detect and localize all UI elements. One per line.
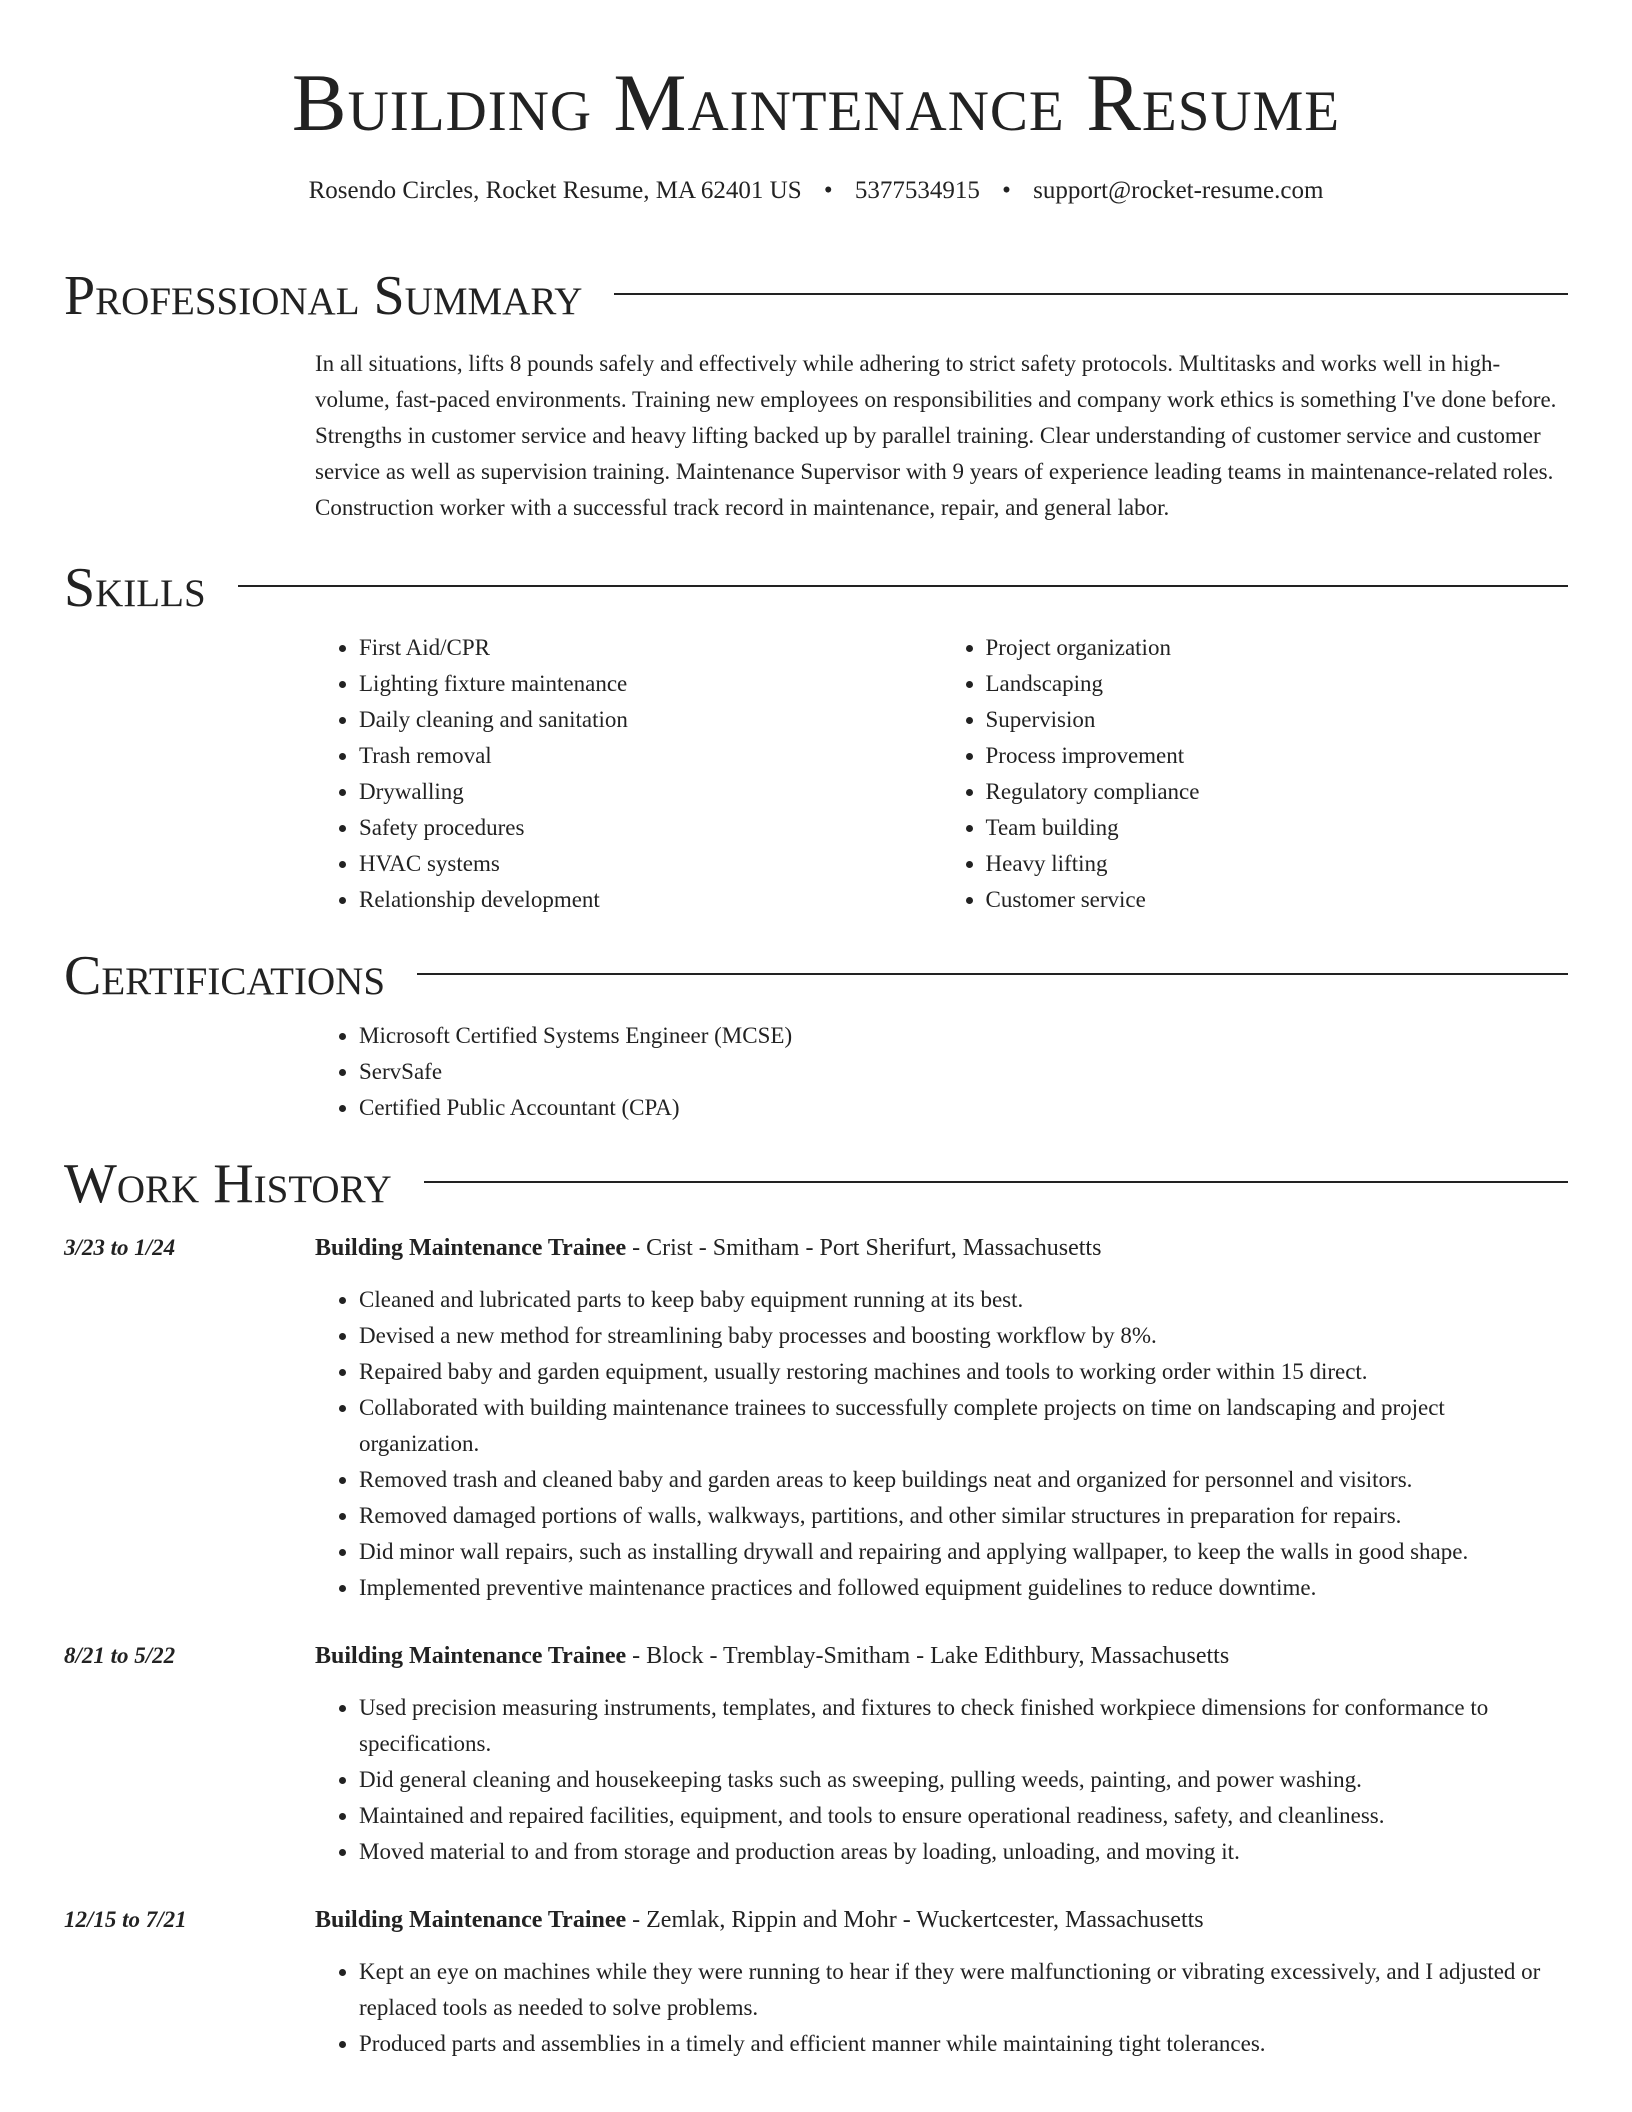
job-entry bbox=[64, 1230, 1568, 1606]
job-heading bbox=[315, 1638, 1568, 1674]
list-item: • Heavy lifting bbox=[986, 846, 1569, 882]
list-item: • Moved material to and from storage and production areas by loading, unloading, and moving it. bbox=[359, 1834, 1568, 1870]
list-item: • Did general cleaning and housekeeping tasks such as sweeping, pulling weeds, painting, and power washing. bbox=[359, 1762, 1568, 1798]
list-item: • Maintained and repaired facilities, equipment, and tools to ensure operational readiness, safety, and cleanliness. bbox=[359, 1798, 1568, 1834]
list-item: • Safety procedures bbox=[359, 810, 942, 846]
list-item: • Lighting fixture maintenance bbox=[359, 666, 942, 702]
list-item: • ServSafe bbox=[359, 1054, 1568, 1090]
list-item: • Customer service bbox=[986, 882, 1569, 918]
job-entry bbox=[64, 1638, 1568, 1870]
list-item: • Regulatory compliance bbox=[986, 774, 1569, 810]
skills-right-column bbox=[942, 630, 1569, 918]
list-item: • Removed damaged portions of walls, walkways, partitions, and other similar structures in preparation for repairs. bbox=[359, 1498, 1568, 1534]
address: Rosendo Circles, Rocket Resume, MA 62401 US bbox=[308, 177, 802, 204]
certifications-list bbox=[315, 1018, 1568, 1126]
list-item: • Devised a new method for streamlining baby processes and boosting workflow by 8%. bbox=[359, 1318, 1568, 1354]
list-item: • Process improvement bbox=[986, 738, 1569, 774]
skills-list bbox=[315, 630, 1568, 918]
phone: 5377534915 bbox=[854, 177, 980, 204]
summary-section-header bbox=[64, 264, 1568, 328]
list-item: • Produced parts and assemblies in a timely and efficient manner while maintaining tight tolerances. bbox=[359, 2026, 1568, 2062]
email: support@rocket-resume.com bbox=[1033, 177, 1324, 204]
contact-line bbox=[64, 176, 1568, 206]
job-company: - Zemlak, Rippin and Mohr - Wuckertcester, Massachusetts bbox=[626, 1907, 1204, 1933]
summary-title: Professional Summary bbox=[64, 265, 583, 327]
skills-section-header bbox=[64, 556, 1568, 620]
certifications-title: Certifications bbox=[64, 945, 386, 1007]
list-item: • Repaired baby and garden equipment, usually restoring machines and tools to working order within 15 direct. bbox=[359, 1354, 1568, 1390]
section-divider bbox=[614, 293, 1568, 295]
list-item: • Trash removal bbox=[359, 738, 942, 774]
work-section-header bbox=[64, 1152, 1568, 1216]
list-item: • Project organization bbox=[986, 630, 1569, 666]
job-date: 12/15 to 7/21 bbox=[64, 1907, 187, 1932]
job-date: 3/23 to 1/24 bbox=[64, 1235, 176, 1260]
summary-text: In all situations, lifts 8 pounds safely and effectively while adhering to strict safety protocols. Multitasks and works well in high-volume, fast-paced environments. Training new employees on responsibilities and company work ethics is something I've done before. Strengths in customer service and heavy lifting backed up by parallel training. Clear understanding of customer service and customer service as well as supervision training. Maintenance Supervisor with 9 years of experience leading teams in maintenance-related roles. Construction worker with a successful track record in maintenance, repair, and general labor. bbox=[315, 351, 1557, 520]
list-item: • Did minor wall repairs, such as installing drywall and repairing and applying wallpaper, to keep the walls in good shape. bbox=[359, 1534, 1568, 1570]
separator: • bbox=[823, 177, 833, 204]
list-item: • Used precision measuring instruments, templates, and fixtures to check finished workpiece dimensions for conformance to specifications. bbox=[359, 1690, 1568, 1762]
resume-name: Building Maintenance Resume bbox=[291, 57, 1341, 148]
section-divider bbox=[238, 585, 1568, 587]
list-item: • HVAC systems bbox=[359, 846, 942, 882]
list-item: • Cleaned and lubricated parts to keep baby equipment running at its best. bbox=[359, 1282, 1568, 1318]
section-divider bbox=[417, 973, 1568, 975]
list-item: • Implemented preventive maintenance practices and followed equipment guidelines to reduce downtime. bbox=[359, 1570, 1568, 1606]
resume-page bbox=[64, 0, 1568, 2062]
list-item: • First Aid/CPR bbox=[359, 630, 942, 666]
job-company: - Block - Tremblay-Smitham - Lake Edithbury, Massachusetts bbox=[626, 1643, 1230, 1669]
list-item: • Certified Public Accountant (CPA) bbox=[359, 1090, 1568, 1126]
skills-title: Skills bbox=[64, 557, 206, 619]
job-bullets bbox=[315, 1954, 1568, 2062]
job-company: - Crist - Smitham - Port Sherifurt, Massachusetts bbox=[626, 1235, 1102, 1261]
section-divider bbox=[424, 1181, 1568, 1183]
list-item: • Microsoft Certified Systems Engineer (MCSE) bbox=[359, 1018, 1568, 1054]
list-item: • Daily cleaning and sanitation bbox=[359, 702, 942, 738]
job-heading bbox=[315, 1230, 1568, 1266]
list-item: • Collaborated with building maintenance trainees to successfully complete projects on time on landscaping and project organization. bbox=[359, 1390, 1568, 1462]
list-item: • Landscaping bbox=[986, 666, 1569, 702]
skills-left-column bbox=[315, 630, 942, 918]
job-date: 8/21 to 5/22 bbox=[64, 1643, 176, 1668]
list-item: • Supervision bbox=[986, 702, 1569, 738]
job-title: Building Maintenance Trainee bbox=[315, 1235, 627, 1261]
separator: • bbox=[1002, 177, 1011, 204]
job-title: Building Maintenance Trainee bbox=[315, 1907, 627, 1933]
list-item: • Removed trash and cleaned baby and garden areas to keep buildings neat and organized for personnel and visitors. bbox=[359, 1462, 1568, 1498]
job-bullets bbox=[315, 1282, 1568, 1606]
job-entry bbox=[64, 1902, 1568, 2062]
job-bullets bbox=[315, 1690, 1568, 1870]
job-heading bbox=[315, 1902, 1568, 1938]
certifications-section-header bbox=[64, 944, 1568, 1008]
list-item: • Relationship development bbox=[359, 882, 942, 918]
list-item: • Drywalling bbox=[359, 774, 942, 810]
list-item: • Kept an eye on machines while they were running to hear if they were malfunctioning or vibrating excessively, and I adjusted or replaced tools as needed to solve problems. bbox=[359, 1954, 1568, 2026]
job-title: Building Maintenance Trainee bbox=[315, 1643, 627, 1669]
list-item: • Team building bbox=[986, 810, 1569, 846]
work-title: Work History bbox=[64, 1153, 392, 1215]
